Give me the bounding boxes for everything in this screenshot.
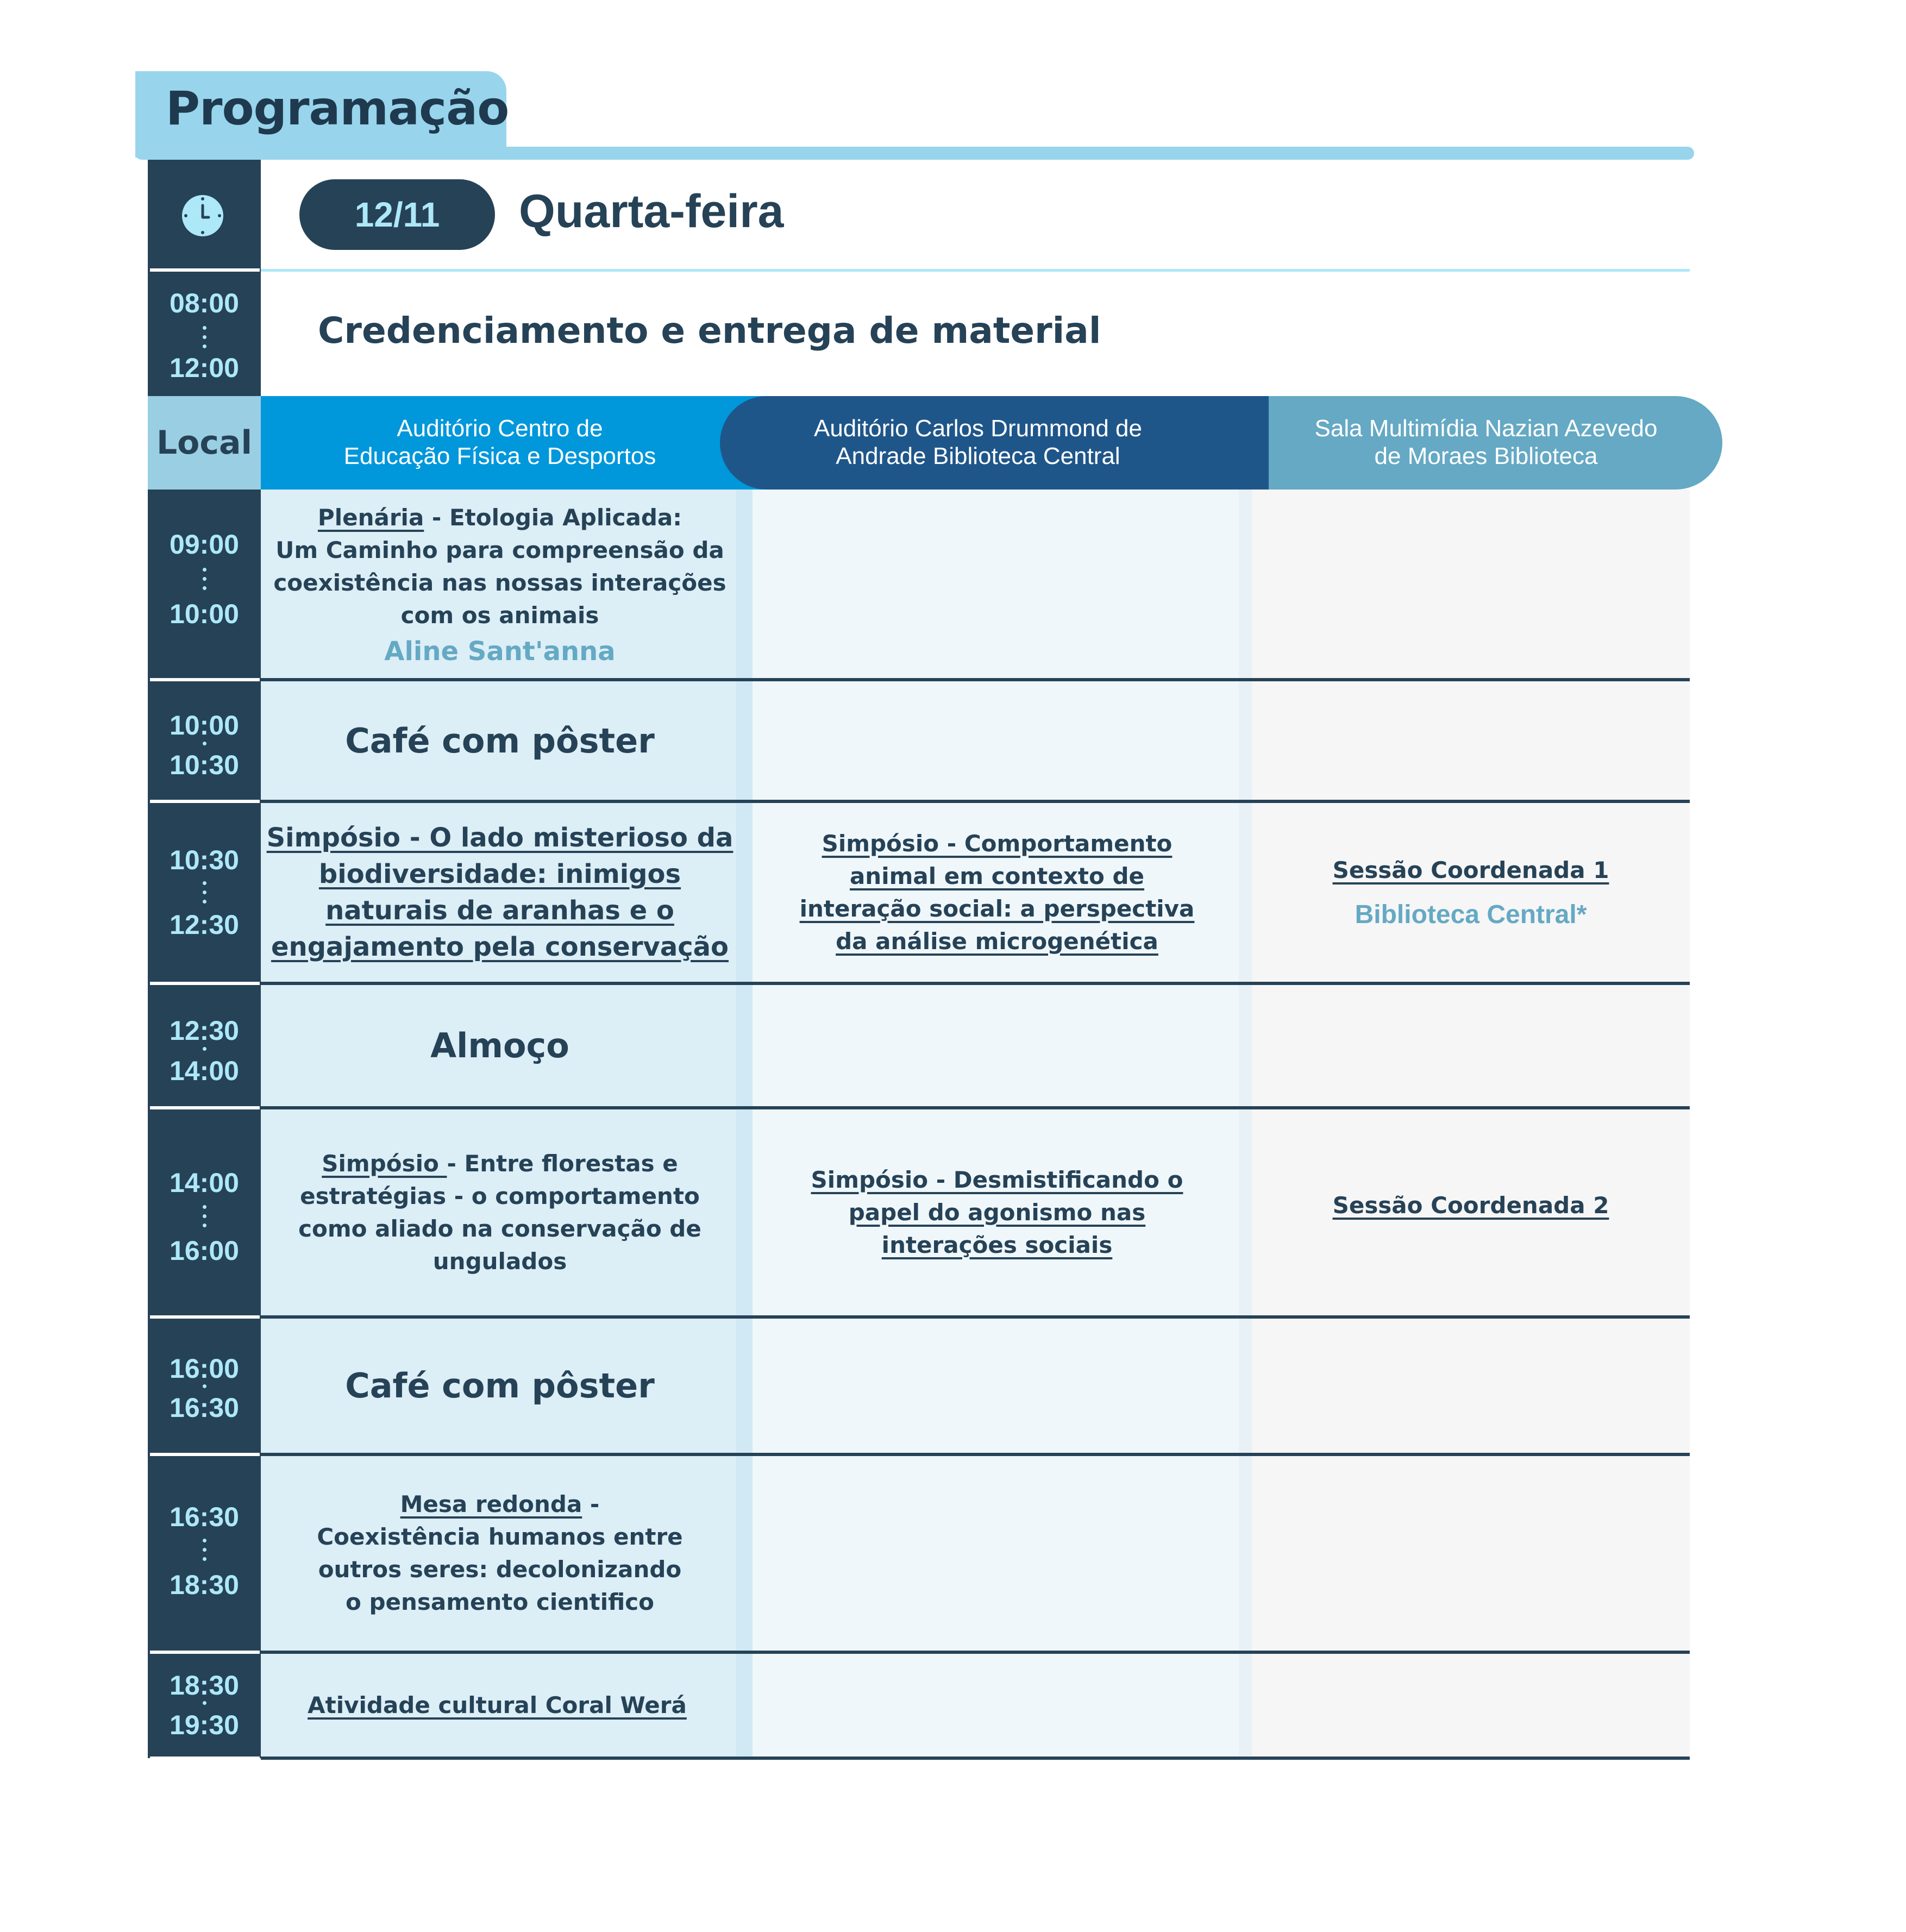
row-separator	[261, 1757, 1690, 1760]
time-start: 16:00	[170, 1353, 239, 1384]
session-simposio-comportamento-social[interactable]	[753, 801, 1242, 983]
session-title-line[interactable]: da análise microgenética	[836, 927, 1158, 955]
time-separator	[150, 1315, 260, 1319]
weekday-label: Quarta-feira	[519, 185, 784, 237]
session-title: - Etologia Aplicada:	[424, 504, 682, 531]
time-separator	[150, 268, 260, 272]
time-start: 08:00	[170, 288, 239, 318]
lunch-break: Almoço	[430, 1026, 569, 1065]
session-coordenada-1[interactable]	[1252, 801, 1690, 983]
time-separator	[150, 1651, 260, 1654]
coffee-break: Café com pôster	[345, 720, 655, 761]
session-title-line: o pensamento cientifico	[345, 1589, 654, 1615]
time-separator	[150, 1757, 260, 1760]
time-end: 19:30	[170, 1710, 239, 1740]
header-divider	[261, 269, 1690, 272]
date-badge: 12/11	[299, 179, 495, 250]
time-start: 16:30	[170, 1502, 239, 1532]
time-dots	[148, 568, 261, 590]
venue-name-line: Educação Física e Desportos	[343, 443, 656, 469]
session-title-line: coexistência nas nossas interações	[273, 569, 726, 596]
time-start: 10:00	[170, 710, 239, 741]
time-separator	[150, 1453, 260, 1456]
cultural-activity[interactable]	[261, 1652, 733, 1758]
time-start: 10:30	[170, 845, 239, 875]
session-title-line: Coexistência humanos entre	[317, 1523, 683, 1550]
time-dots	[148, 1047, 261, 1051]
time-end: 16:30	[170, 1392, 239, 1423]
session-location: Biblioteca Central*	[1355, 900, 1587, 929]
venue-header-cefd	[261, 396, 782, 490]
session-title-line[interactable]: Sessão Coordenada 1	[1332, 856, 1609, 883]
time-dots	[148, 742, 261, 745]
time-end: 12:00	[170, 353, 239, 383]
session-title-line: ungulados	[432, 1247, 567, 1275]
session-plenaria[interactable]	[261, 490, 739, 680]
session-title-line[interactable]: animal em contexto de	[849, 862, 1145, 889]
session-title-line[interactable]: interações sociais	[881, 1231, 1113, 1258]
clock-icon	[181, 195, 224, 237]
venue-name-line: Andrade Biblioteca Central	[836, 443, 1120, 469]
time-dots	[148, 1205, 261, 1227]
session-type-link[interactable]: Simpósio	[322, 1150, 447, 1177]
session-title-line: como aliado na conservação de	[298, 1215, 701, 1242]
time-dots	[148, 1539, 261, 1561]
session-title-line[interactable]: papel do agonismo nas	[848, 1199, 1146, 1226]
session-type-link[interactable]: Plenária	[317, 504, 424, 531]
session-title-line: outros seres: decolonizando	[318, 1556, 682, 1583]
session-simposio-ungulados[interactable]	[261, 1108, 739, 1317]
venue-name-line: Auditório Centro de	[397, 415, 603, 442]
venue-header-sala-multimidia	[1217, 396, 1722, 490]
time-dots	[148, 1701, 261, 1705]
session-title-line[interactable]: Simpósio - Comportamento	[822, 830, 1173, 857]
venue-name-line: Sala Multimídia Nazian Azevedo	[1314, 415, 1658, 442]
local-label: Local	[148, 396, 261, 490]
venue-name-line: de Moraes Biblioteca	[1374, 443, 1598, 469]
time-end: 12:30	[170, 909, 239, 940]
time-separator	[150, 982, 260, 985]
session-title-line[interactable]: Sessão Coordenada 2	[1332, 1192, 1609, 1219]
speaker-name: Aline Sant'anna	[384, 636, 616, 667]
time-start: 09:00	[170, 529, 239, 560]
session-title-line[interactable]: naturais de aranhas e o	[325, 895, 674, 926]
session-title-line[interactable]: interação social: a perspectiva	[799, 895, 1195, 922]
venue-header-drummond	[720, 396, 1269, 490]
time-start: 14:00	[170, 1168, 239, 1198]
venue-name-line: Auditório Carlos Drummond de	[813, 415, 1143, 442]
time-separator	[150, 678, 260, 681]
registration-label: Credenciamento e entrega de material	[318, 310, 1101, 352]
session-title-line: Um Caminho para compreensão da	[275, 537, 724, 563]
session-title-line[interactable]: Atividade cultural Coral Werá	[308, 1691, 687, 1718]
session-title: -	[582, 1491, 600, 1517]
time-end: 14:00	[170, 1056, 239, 1086]
time-end: 18:30	[170, 1570, 239, 1600]
session-title: - Entre florestas e	[447, 1150, 678, 1177]
coffee-break: Café com pôster	[345, 1366, 655, 1406]
time-end: 16:00	[170, 1235, 239, 1266]
time-end: 10:30	[170, 750, 239, 780]
time-start: 18:30	[170, 1670, 239, 1701]
time-dots	[148, 1384, 261, 1388]
session-title-line: estratégias - o comportamento	[300, 1182, 700, 1209]
session-title-line[interactable]: engajamento pela conservação	[271, 931, 729, 962]
session-simposio-agonismo[interactable]	[753, 1108, 1242, 1317]
session-mesa-redonda[interactable]	[261, 1454, 739, 1652]
time-start: 12:30	[170, 1015, 239, 1046]
session-title-line[interactable]: biodiversidade: inimigos	[318, 858, 681, 889]
session-title-line[interactable]: Simpósio - O lado misterioso da	[266, 822, 733, 853]
time-separator	[150, 800, 260, 803]
session-title-line[interactable]: Simpósio - Desmistificando o	[811, 1166, 1183, 1193]
time-end: 10:00	[170, 599, 239, 629]
time-dots	[148, 881, 261, 904]
session-simposio-aranhas[interactable]	[261, 801, 739, 983]
session-type-link[interactable]: Mesa redonda	[400, 1491, 582, 1517]
session-coordenada-2[interactable]	[1252, 1108, 1690, 1317]
time-dots	[148, 326, 261, 348]
session-title-line: com os animais	[400, 602, 599, 629]
page-title: Programação	[166, 81, 509, 136]
time-separator	[150, 1106, 260, 1109]
